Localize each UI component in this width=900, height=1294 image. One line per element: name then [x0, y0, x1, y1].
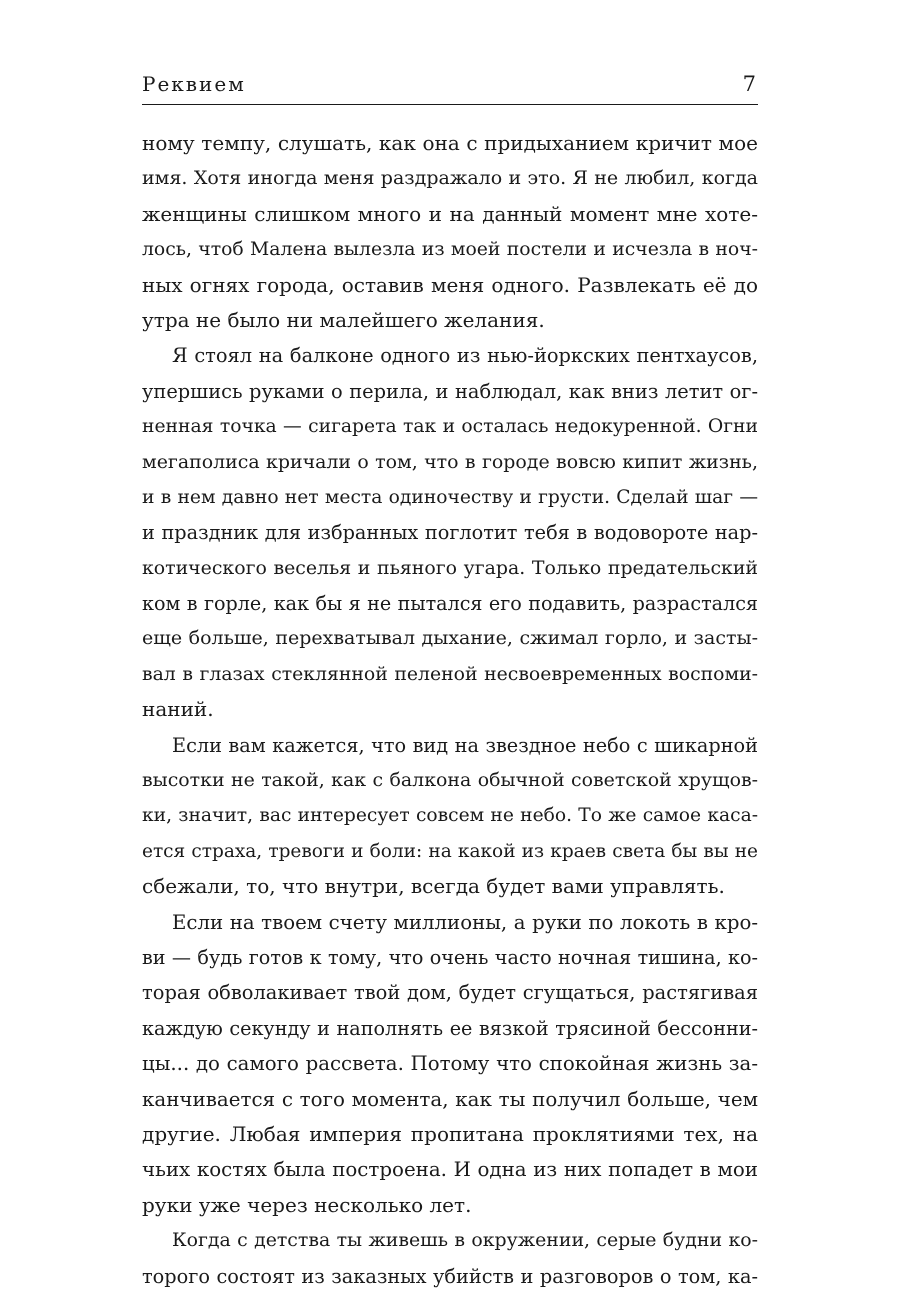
- text-line: канчивается с того момента, как ты получил больше, чем: [142, 1087, 758, 1111]
- text-line: руки уже через несколько лет.: [142, 1192, 472, 1217]
- text-line: и праздник для избранных поглотит тебя в водовороте нар-: [142, 521, 758, 545]
- text-line: вал в глазах стеклянной пеленой несвоевременных воспоми-: [142, 663, 758, 685]
- paragraph-first-line: Я стоял на балконе одного из нью-йоркских пентхаусов,: [172, 344, 758, 368]
- text-line: ных огнях города, оставив меня одного. Развлекать её до: [142, 272, 758, 297]
- text-line: ки, значит, вас интересует совсем не небо. То же самое каса-: [142, 805, 758, 827]
- text-line: другие. Любая империя пропитана проклятиями тех, на: [142, 1121, 758, 1146]
- text-line: ется страха, тревоги и боли: на какой из краев света бы вы не: [142, 840, 758, 862]
- text-line: цы... до самого рассвета. Потому что спокойная жизнь за-: [142, 1052, 758, 1076]
- paragraph-first-line: Когда с детства ты живешь в окружении, серые будни ко-: [172, 1229, 758, 1252]
- text-line: наний.: [142, 697, 214, 722]
- text-line: сбежали, то, что внутри, всегда будет вами управлять.: [142, 874, 725, 899]
- running-header: [142, 70, 758, 100]
- text-line: ненная точка — сигарета так и осталась недокуренной. Огни: [142, 416, 758, 438]
- text-line: торая обволакивает твой дом, будет сгущаться, растягивая: [142, 981, 758, 1005]
- text-line: ному темпу, слушать, как она с придыханием кричит мое: [142, 131, 758, 155]
- text-line: и в нем давно нет места одиночеству и грусти. Сделай шаг —: [142, 486, 758, 508]
- text-line: утра не было ни малейшего желания.: [142, 307, 545, 332]
- page-number: 7: [742, 72, 756, 96]
- text-line: ви — будь готов к тому, что очень часто ночная тишина, ко-: [142, 945, 758, 969]
- text-line: чьих костях была построена. И одна из них попадет в мои: [142, 1158, 758, 1182]
- text-line: высотки не такой, как с балкона обычной советской хрущов-: [142, 769, 758, 792]
- text-line: каждую секунду и наполнять ее вязкой трясиной бессонни-: [142, 1016, 758, 1040]
- header-rule: [142, 104, 758, 105]
- text-line: котического веселья и пьяного угара. Только предательский: [142, 556, 758, 579]
- paragraph-first-line: Если вам кажется, что вид на звездное небо с шикарной: [172, 733, 758, 757]
- text-line: имя. Хотя иногда меня раздражало и это. Я не любил, когда: [142, 167, 758, 190]
- paragraph-first-line: Если на твоем счету миллионы, а руки по локоть в кро-: [172, 910, 758, 934]
- text-line: лось, чтоб Малена вылезла из моей постели и исчезла в ноч-: [142, 239, 758, 261]
- text-line: еще больше, перехватывал дыхание, сжимал горло, и засты-: [142, 627, 758, 650]
- text-line: торого состоят из заказных убийств и разговоров о том, ка-: [142, 1264, 758, 1288]
- running-title: Реквием: [142, 72, 246, 96]
- text-line: мегаполиса кричали о том, что в городе вовсю кипит жизнь,: [142, 450, 758, 473]
- text-line: упершись руками о перила, и наблюдал, как вниз летит ог-: [142, 379, 758, 403]
- text-line: ком в горле, как бы я не пытался его подавить, разрастался: [142, 592, 758, 616]
- body-text: [142, 126, 758, 1294]
- text-line: женщины слишком много и на данный момент мне хоте-: [142, 201, 758, 226]
